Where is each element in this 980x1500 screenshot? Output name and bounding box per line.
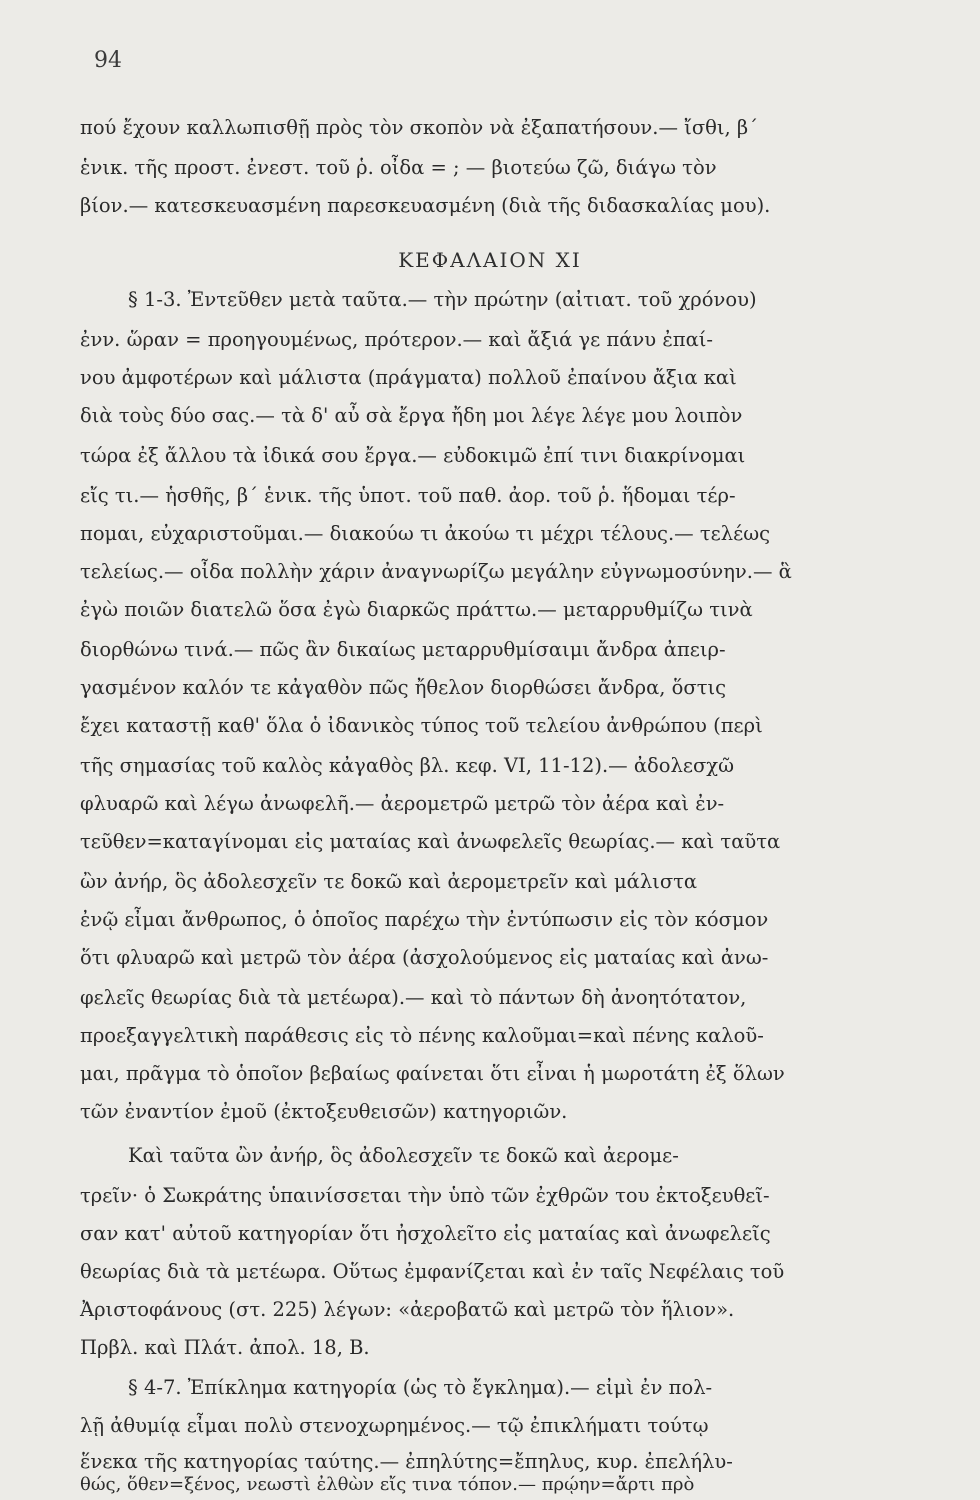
text-line: τεῦθεν=καταγίνομαι εἰς ματαίας καὶ ἀνωφελεῖς θεωρίας.— καὶ ταῦτα bbox=[80, 830, 781, 853]
text-line: θώς, ὅθεν=ξένος, νεωστὶ ἐλθὼν εἴς τινα τόπον.— πρῴην=ἄρτι πρὸ bbox=[80, 1474, 695, 1495]
text-line: ἑνικ. τῆς προστ. ἐνεστ. τοῦ ῥ. οἶδα = ; — βιοτεύω ζῶ, διάγω τὸν bbox=[80, 156, 717, 179]
text-line: σαν κατ' αὐτοῦ κατηγορίαν ὅτι ἠσχολεῖτο εἰς ματαίας καὶ ἀνωφελεῖς bbox=[80, 1222, 771, 1245]
text-line: φελεῖς θεωρίας διὰ τὰ μετέωρα).— καὶ τὸ πάντων δὴ ἀνοητότατον, bbox=[80, 986, 747, 1009]
text-line: εἴς τι.— ἡσθῆς, β´ ἑνικ. τῆς ὑποτ. τοῦ παθ. ἀορ. τοῦ ῥ. ἥδομαι τέρ- bbox=[80, 484, 736, 507]
text-line: λῇ ἀθυμίᾳ εἶμαι πολὺ στενοχωρημένος.— τῷ ἐπικλήματι τούτῳ bbox=[80, 1414, 709, 1437]
text-line: βίον.— κατεσκευασμένη παρεσκευασμένη (διὰ τῆς διδασκαλίας μου). bbox=[80, 194, 771, 217]
text-line: πού ἔχουν καλλωπισθῇ πρὸς τὸν σκοπὸν νὰ ἐξαπατήσουν.— ἴσθι, β´ bbox=[80, 116, 758, 139]
text-line: ἐνν. ὥραν = προηγουμένως, πρότερον.— καὶ ἄξιά γε πάνυ ἐπαί- bbox=[80, 328, 714, 351]
text-line: ἕνεκα τῆς κατηγορίας ταύτης.— ἐπηλύτης=ἔπηλυς, κυρ. ἐπελήλυ- bbox=[80, 1450, 733, 1473]
text-line: τῆς σημασίας τοῦ καλὸς κἀγαθὸς βλ. κεφ. VI, 11-12).— ἀδολεσχῶ bbox=[80, 754, 735, 777]
text-line: μαι, πρᾶγμα τὸ ὁποῖον βεβαίως φαίνεται ὅτι εἶναι ἡ μωροτάτη ἐξ ὅλων bbox=[80, 1062, 785, 1085]
text-line: προεξαγγελτικὴ παράθεσις εἰς τὸ πένης καλοῦμαι=καὶ πένης καλοῦ- bbox=[80, 1024, 764, 1047]
text-line: πομαι, εὐχαριστοῦμαι.— διακούω τι ἀκούω τι μέχρι τέλους.— τελέως bbox=[80, 522, 771, 545]
text-line: Καὶ ταῦτα ὢν ἀνήρ, ὃς ἀδολεσχεῖν τε δοκῶ καὶ ἀερομε- bbox=[128, 1144, 679, 1167]
text-line: Πρβλ. καὶ Πλάτ. ἀπολ. 18, Β. bbox=[80, 1336, 370, 1359]
text-line: διορθώνω τινά.— πῶς ἂν δικαίως μεταρρυθμίσαιμι ἄνδρα ἀπειρ- bbox=[80, 638, 726, 661]
text-line: τώρα ἐξ ἄλλου τὰ ἰδικά σου ἔργα.— εὐδοκιμῶ ἐπί τινι διακρίνομαι bbox=[80, 444, 746, 467]
text-line: Ἀριστοφάνους (στ. 225) λέγων: «ἀεροβατῶ καὶ μετρῶ τὸν ἥλιον». bbox=[80, 1298, 735, 1321]
text-line: ἐγὼ ποιῶν διατελῶ ὅσα ἐγὼ διαρκῶς πράττω.— μεταρρυθμίζω τινὰ bbox=[80, 598, 753, 621]
chapter-heading: ΚΕΦΑΛΑΙΟΝ XI bbox=[398, 248, 582, 272]
text-line: θεωρίας διὰ τὰ μετέωρα. Οὕτως ἐμφανίζεται καὶ ἐν ταῖς Νεφέλαις τοῦ bbox=[80, 1260, 785, 1283]
text-line: τελείως.— οἶδα πολλὴν χάριν ἀναγνωρίζω μεγάλην εὐγνωμοσύνην.— ἃ bbox=[80, 560, 792, 583]
text-line: ἐνῷ εἶμαι ἄνθρωπος, ὁ ὁποῖος παρέχω τὴν ἐντύπωσιν εἰς τὸν κόσμον bbox=[80, 908, 769, 931]
text-line: τῶν ἐναντίον ἐμοῦ (ἐκτοξευθεισῶν) κατηγοριῶν. bbox=[80, 1100, 568, 1123]
text-line: διὰ τοὺς δύο σας.— τὰ δ' αὖ σὰ ἔργα ἤδη μοι λέγε λέγε μου λοιπὸν bbox=[80, 404, 743, 427]
text-line: § 4-7. Ἐπίκλημα κατηγορία (ὡς τὸ ἔγκλημα).— εἰμὶ ἐν πολ- bbox=[128, 1376, 713, 1399]
text-line: γασμένον καλόν τε κἀγαθὸν πῶς ἤθελον διορθώσει ἄνδρα, ὅστις bbox=[80, 676, 727, 699]
text-line: ὅτι φλυαρῶ καὶ μετρῶ τὸν ἀέρα (ἀσχολούμενος εἰς ματαίας καὶ ἀνω- bbox=[80, 946, 769, 969]
text-line: νου ἀμφοτέρων καὶ μάλιστα (πράγματα) πολλοῦ ἐπαίνου ἄξια καὶ bbox=[80, 366, 737, 389]
text-line: § 1-3. Ἐντεῦθεν μετὰ ταῦτα.— τὴν πρώτην (αἰτιατ. τοῦ χρόνου) bbox=[128, 288, 757, 311]
text-line: ὢν ἀνήρ, ὃς ἀδολεσχεῖν τε δοκῶ καὶ ἀερομετρεῖν καὶ μάλιστα bbox=[80, 870, 698, 893]
page-number: 94 bbox=[94, 48, 122, 73]
text-line: φλυαρῶ καὶ λέγω ἀνωφελῆ.— ἀερομετρῶ μετρῶ τὸν ἀέρα καὶ ἐν- bbox=[80, 792, 725, 815]
text-line: ἔχει καταστῇ καθ' ὅλα ὁ ἰδανικὸς τύπος τοῦ τελείου ἀνθρώπου (περὶ bbox=[80, 714, 763, 737]
text-line: τρεῖν· ὁ Σωκράτης ὑπαινίσσεται τὴν ὑπὸ τῶν ἐχθρῶν του ἐκτοξευθεῖ- bbox=[80, 1184, 770, 1207]
